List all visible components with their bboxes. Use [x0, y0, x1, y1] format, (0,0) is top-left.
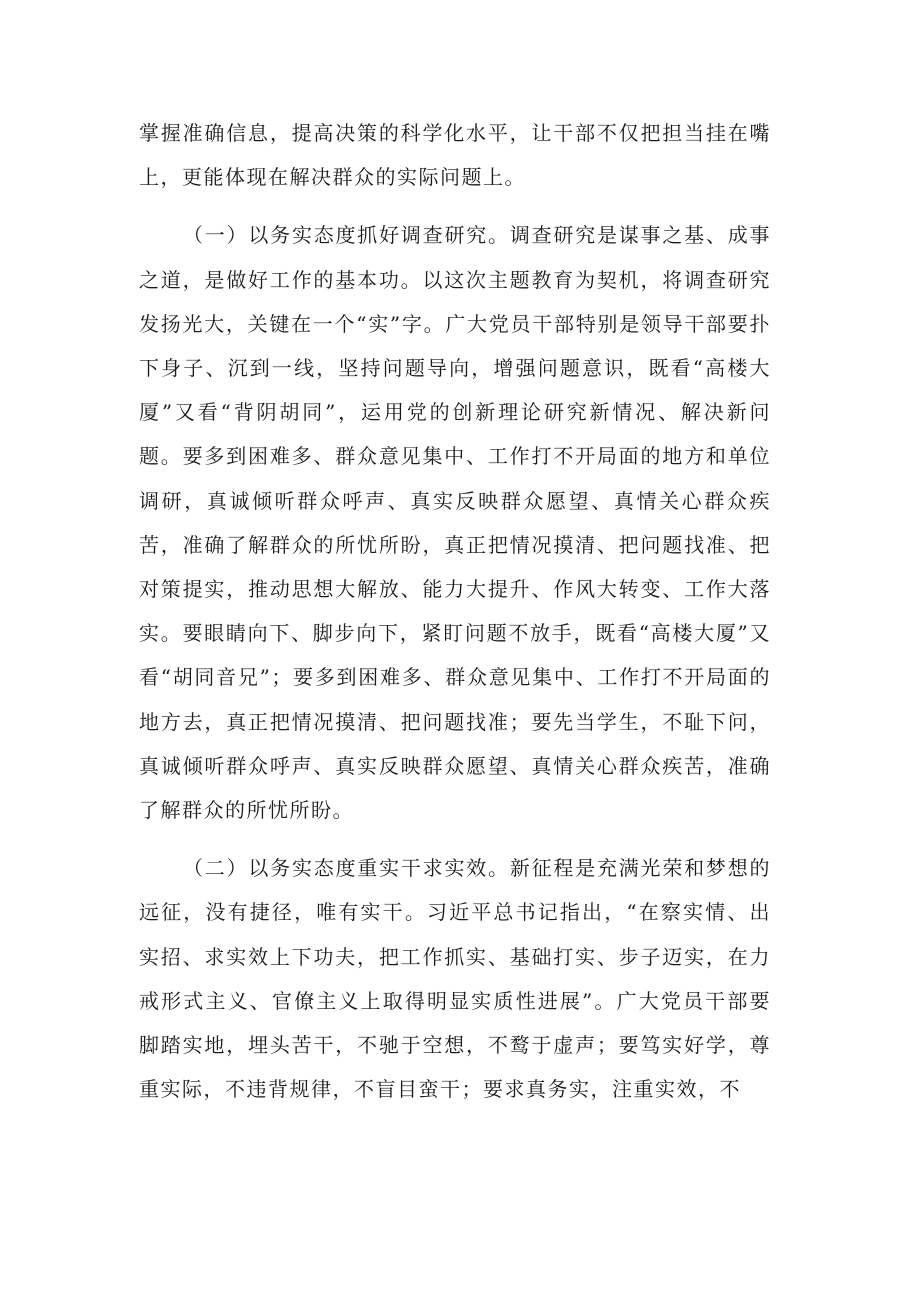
paragraph-2: （一）以务实态度抓好调查研究。调查研究是谋事之基、成事之道，是做好工作的基本功。以这次主题教育为契机，将调查研究发扬光大，关键在一个“实”字。广大党员干部特别是领导干部要扑下身子、沉到一线，坚持问题导向，增强问题意识，既看“高楼大厦”又看“背阴胡同”，运用党的创新理论研究新情况、解决新问题。要多到困难多、群众意见集中、工作打不开局面的地方和单位调研，真诚倾听群众呼声、真实反映群众愿望、真情关心群众疾苦，准确了解群众的所忧所盼，真正把情况摸清、把问题找准、把对策提实，推动思想大解放、能力大提升、作风大转变、工作大落实。要眼睛向下、脚步向下，紧盯问题不放手，既看“高楼大厦”又看“胡同音兄”；要多到困难多、群众意见集中、工作打不开局面的地方去，真正把情况摸清、把问题找准；要先当学生，不耻下问，真诚倾听群众呼声、真实反映群众愿望、真情关心群众疾苦，准确了解群众的所忧所盼。 — [139, 223, 771, 823]
document-body — [139, 111, 771, 1111]
paragraph-3: （二）以务实态度重实干求实效。新征程是充满光荣和梦想的远征，没有捷径，唯有实干。习近平总书记指出，“在察实情、出实招、求实效上下功夫，把工作抓实、基础打实、步子迈实，在力戒形式主义、官僚主义上取得明显实质性进展”。广大党员干部要脚踏实地，埋头苦干，不驰于空想，不鹜于虚声；要笃实好学，尊重实际，不违背规律，不盲目蛮干；要求真务实，注重实效，不 — [139, 856, 771, 1102]
paragraph-1: 掌握准确信息，提高决策的科学化水平，让干部不仅把担当挂在嘴上，更能体现在解决群众的实际问题上。 — [139, 121, 771, 190]
